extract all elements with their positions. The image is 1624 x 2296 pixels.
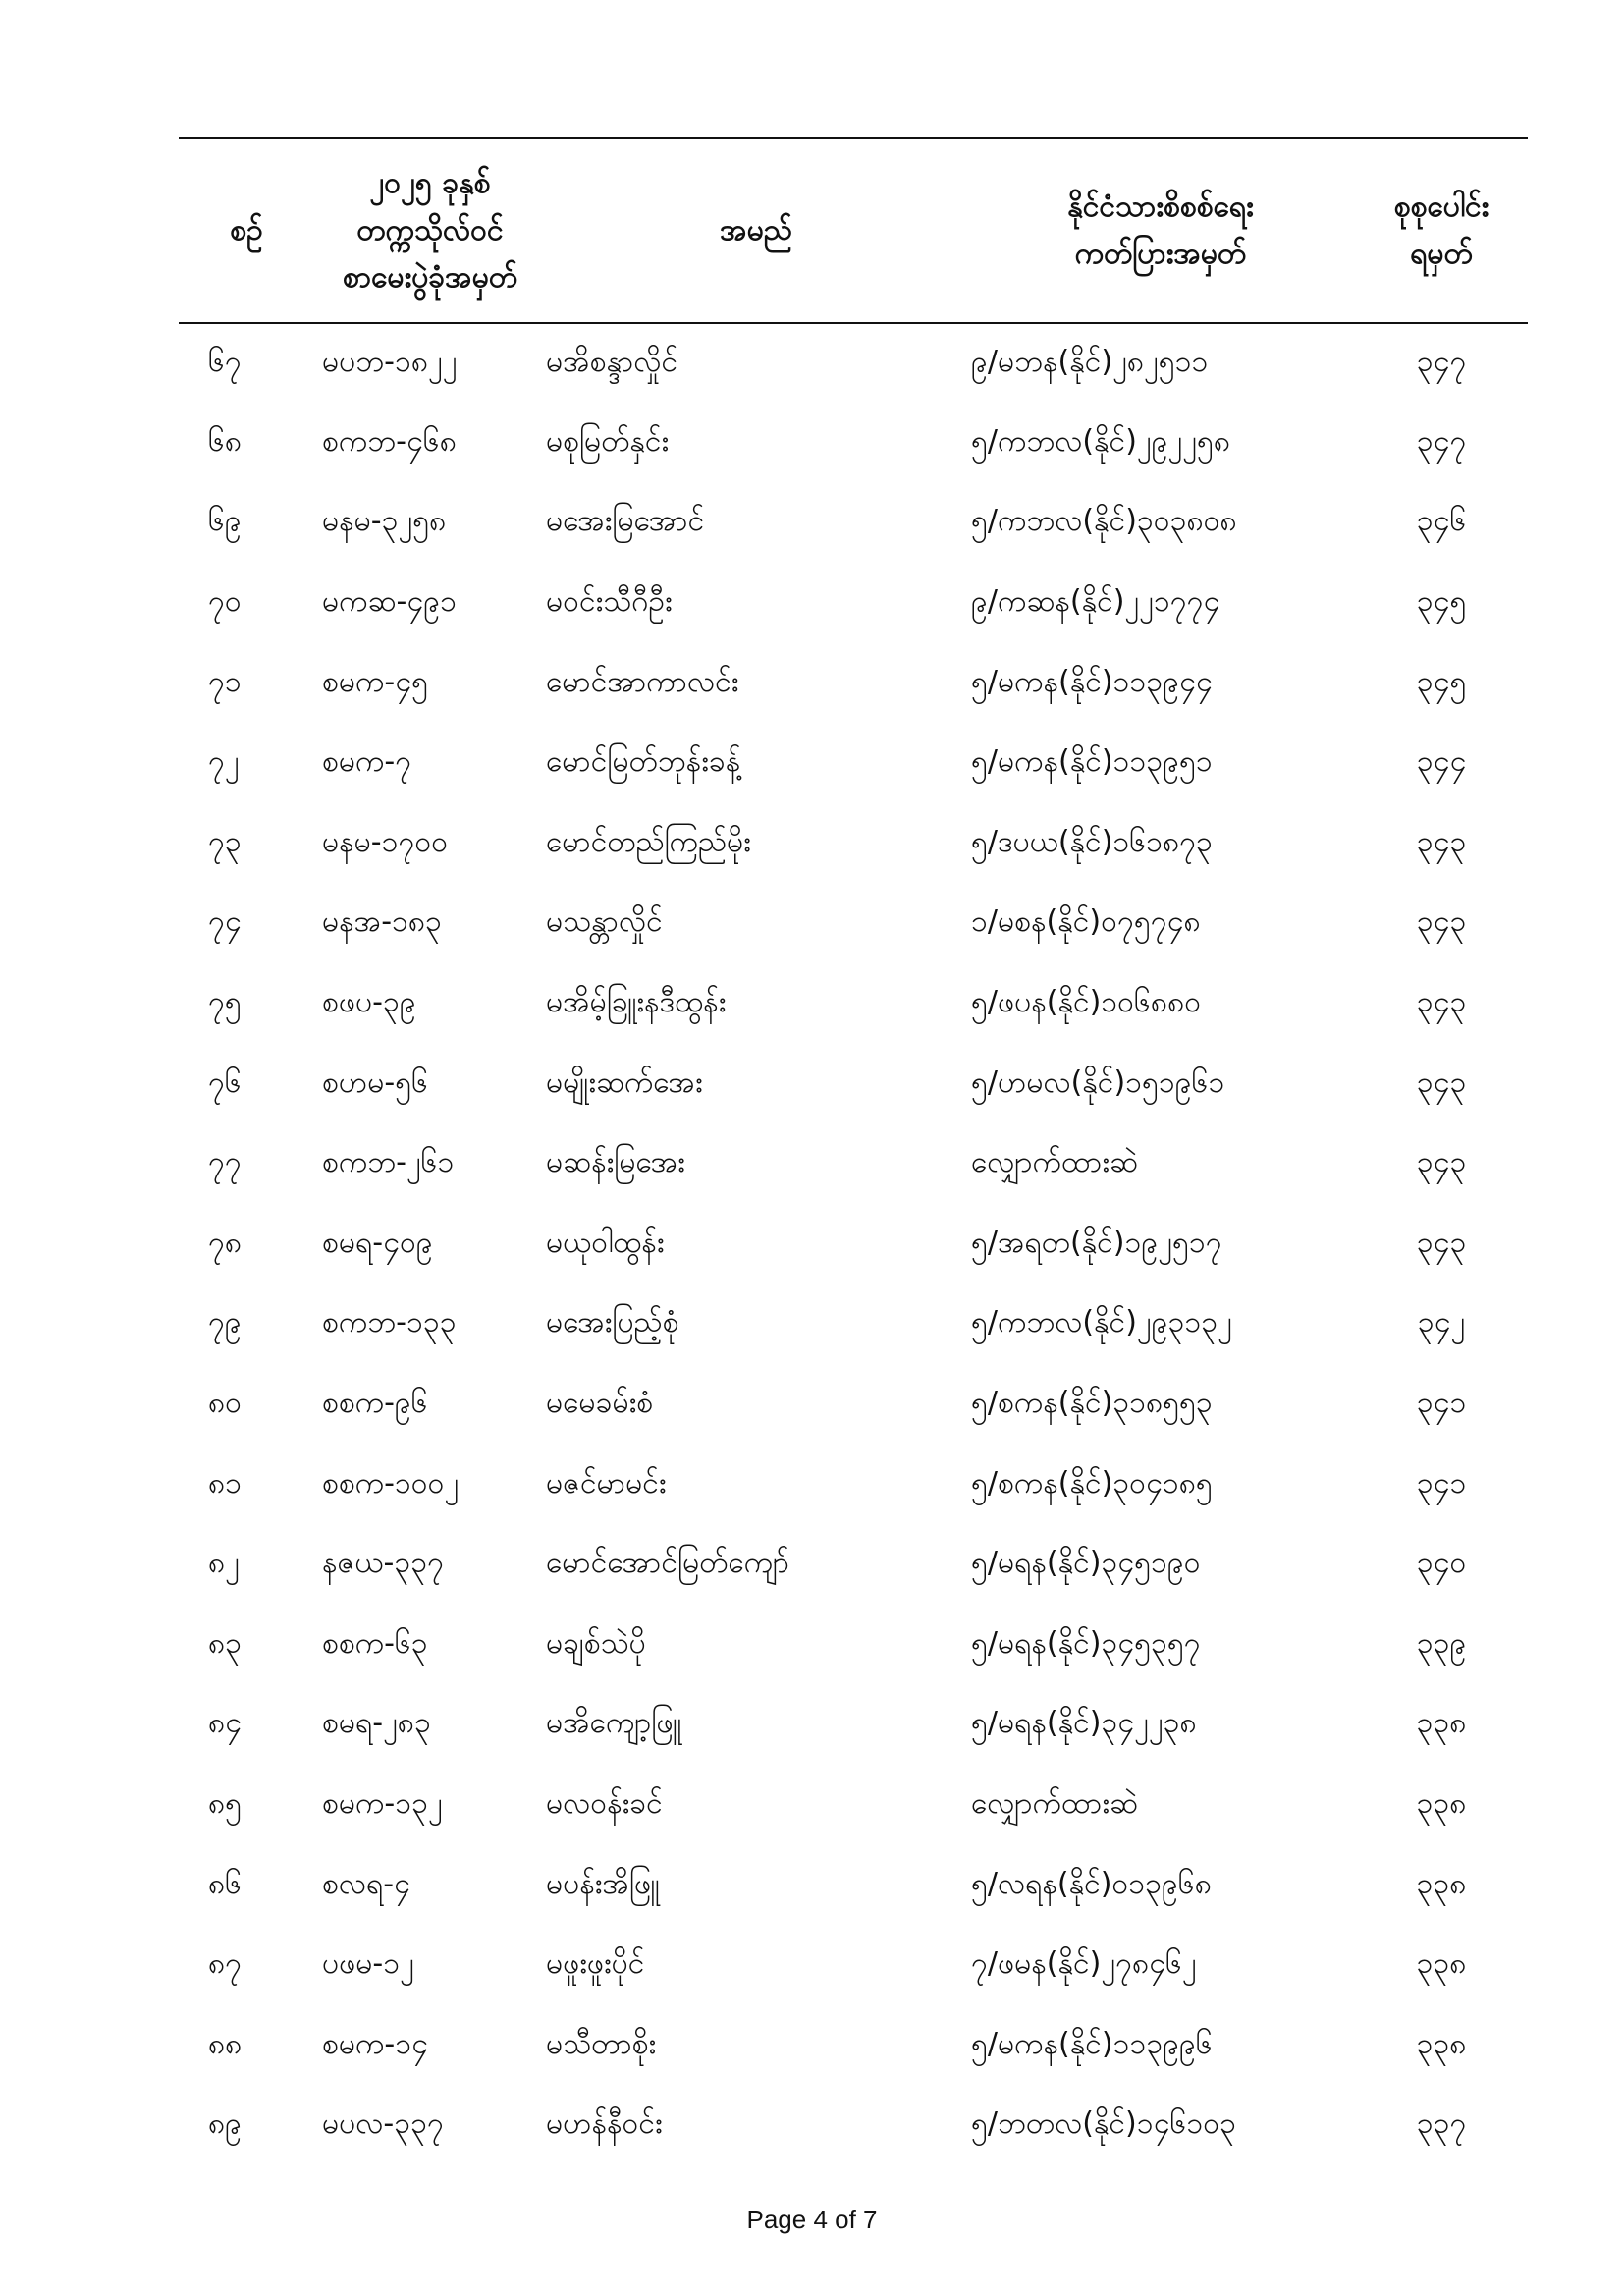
roll-number-cell: စမက-၁၃၂ <box>322 1785 443 1821</box>
roll-number-cell: စကဘ-၂၆၁ <box>322 1145 455 1180</box>
name-cell: မဆန်းမြအေး <box>546 1145 685 1180</box>
header-row <box>179 138 1528 323</box>
table-row <box>179 804 1528 885</box>
name-cell: မောင်အောင်မြတ်ကျော် <box>546 1546 790 1581</box>
nrc-cell: ၅/မရန(နိုင်)၃၄၂၂၃၈ <box>971 1706 1197 1741</box>
serial-cell: ၇၁ <box>208 664 242 699</box>
marks-cell: ၃၃၈ <box>1416 1866 1467 1901</box>
marks-cell: ၃၄၃ <box>1416 1145 1467 1180</box>
marks-cell: ၃၄၃ <box>1416 1225 1467 1260</box>
nrc-cell: ၅/စကန(နိုင်)၃၁၈၅၅၃ <box>971 1386 1213 1421</box>
marks-cell: ၃၃၇ <box>1416 2106 1467 2142</box>
marks-cell: ၃၄၇ <box>1416 344 1467 379</box>
table-row <box>179 2086 1528 2166</box>
marks-cell: ၃၄၀ <box>1416 1546 1467 1581</box>
nrc-cell: ၅/မရန(နိုင်)၃၄၅၃၅၇ <box>971 1625 1201 1661</box>
roll-number-cell: စမက-၁၄ <box>322 2026 428 2061</box>
table-row <box>179 1124 1528 1205</box>
name-cell: မအေးပြည့်စုံ <box>546 1305 679 1340</box>
nrc-cell: ၅/အရတ(နိုင်)၁၉၂၅၁၇ <box>971 1225 1222 1260</box>
roll-number-cell: မပလ-၃၃၇ <box>322 2106 444 2142</box>
serial-cell: ၈၇ <box>208 1946 243 1982</box>
nrc-cell: ၁/မစန(နိုင်)၀၇၅၇၄၈ <box>971 904 1201 940</box>
table-row <box>179 1685 1528 1766</box>
name-cell: မအေးမြအောင် <box>546 504 705 539</box>
table-row <box>179 1365 1528 1446</box>
name-cell: မလဝန်းခင် <box>546 1785 663 1821</box>
roll-number-cell: နဇယ-၃၃၇ <box>322 1546 444 1581</box>
marks-cell: ၃၄၃ <box>1416 904 1467 940</box>
nrc-cell: ၅/မကန(နိုင်)၁၁၃၉၄၄ <box>971 664 1213 699</box>
roll-number-cell: မကဆ-၄၉၁ <box>322 584 457 620</box>
table-row <box>179 1525 1528 1606</box>
table-row <box>179 724 1528 804</box>
table-row <box>179 404 1528 484</box>
serial-cell: ၈၄ <box>208 1706 243 1741</box>
table-row <box>179 884 1528 964</box>
name-cell: မောင်တည်ကြည်မိုး <box>546 824 751 859</box>
nrc-cell: ၉/မဘန(နိုင်)၂၈၂၅၁၁ <box>971 344 1209 379</box>
table-row <box>179 564 1528 644</box>
marks-cell: ၃၄၄ <box>1416 744 1467 780</box>
roll-number-cell: စစက-၉၆ <box>322 1386 428 1421</box>
marks-cell: ၃၄၅ <box>1416 584 1467 620</box>
serial-cell: ၇၃ <box>208 824 242 859</box>
roll-number-cell: ပဖမ-၁၂ <box>322 1946 414 1982</box>
header-total-marks: စုစုပေါင်း ရမှတ် <box>1355 138 1528 323</box>
header-nrc: နိုင်ငံသားစိစစ်ရေး ကတ်ပြားအမှတ် <box>966 138 1355 323</box>
table-row <box>179 323 1528 404</box>
nrc-cell: ၅/မရန(နိုင်)၃၄၅၁၉၀ <box>971 1546 1201 1581</box>
name-cell: မအိစန္ဒာလှိုင် <box>546 344 678 379</box>
serial-cell: ၈၃ <box>208 1625 243 1661</box>
page-number: Page 4 of 7 <box>746 2205 878 2234</box>
marks-cell: ၃၄၃ <box>1416 1065 1467 1100</box>
serial-cell: ၈၉ <box>208 2106 243 2142</box>
nrc-cell: ၅/ကဘလ(နိုင်)၃၀၃၈၀၈ <box>971 504 1237 539</box>
table-body <box>179 323 1528 2166</box>
table-row <box>179 1285 1528 1365</box>
table-row <box>179 964 1528 1045</box>
name-cell: မဟန်နီဝင်း <box>546 2106 663 2142</box>
serial-cell: ၆၈ <box>208 423 243 459</box>
nrc-cell: ၅/လရန(နိုင်)၀၁၃၉၆၈ <box>971 1866 1212 1901</box>
name-cell: မယုဝါထွန်း <box>546 1225 665 1260</box>
marks-cell: ၃၄၂ <box>1417 1305 1466 1340</box>
nrc-cell: ၉/ကဆန(နိုင်)၂၂၁၇၇၄ <box>971 584 1220 620</box>
roll-number-cell: မပဘ-၁၈၂၂ <box>322 344 458 379</box>
roll-number-cell: စစက-၁၀၀၂ <box>322 1465 460 1501</box>
nrc-cell: ၇/ဖမန(နိုင်)၂၇၈၄၆၂ <box>971 1946 1197 1982</box>
marks-cell: ၃၄၆ <box>1416 504 1467 539</box>
roll-number-cell: စလရ-၄ <box>322 1866 410 1901</box>
serial-cell: ၇၂ <box>208 744 240 780</box>
marks-cell: ၃၄၃ <box>1416 824 1467 859</box>
marks-cell: ၃၃၈ <box>1416 1785 1467 1821</box>
roll-number-cell: မနမ-၁၇၀၀ <box>322 824 449 859</box>
roll-number-cell: စကဘ-၁၃၃ <box>322 1305 457 1340</box>
marks-cell: ၃၄၃ <box>1416 985 1467 1020</box>
serial-cell: ၈၈ <box>208 2026 243 2061</box>
roll-number-cell: စကဘ-၄၆၈ <box>322 423 457 459</box>
table-row <box>179 1205 1528 1285</box>
name-cell: မအိကျော့ဖြူ <box>546 1706 682 1741</box>
marks-cell: ၃၄၁ <box>1416 1386 1467 1421</box>
header-name: အမည် <box>546 138 966 323</box>
results-table <box>179 137 1528 2166</box>
name-cell: မချစ်သဲပို <box>546 1625 646 1661</box>
nrc-cell: ၅/ကဘလ(နိုင်)၂၉၂၂၅၈ <box>971 423 1230 459</box>
serial-cell: ၇၉ <box>208 1305 242 1340</box>
table-header <box>179 138 1528 323</box>
table-row <box>179 1044 1528 1124</box>
name-cell: မအိမ့်ခြူးနဒီထွန်း <box>546 985 727 1020</box>
nrc-cell: ၅/မကန(နိုင်)၁၁၃၉၅၁ <box>971 744 1213 780</box>
nrc-cell: ၅/မကန(နိုင်)၁၁၃၉၉၆ <box>971 2026 1213 2061</box>
name-cell: မဝင်းသီဂီဦး <box>546 584 673 620</box>
name-cell: မပန်းအိဖြူ <box>546 1866 660 1901</box>
name-cell: မောင်မြတ်ဘုန်းခန့် <box>546 744 741 780</box>
nrc-cell: ၅/ဘတလ(နိုင်)၁၄၆၁၀၃ <box>971 2106 1236 2142</box>
nrc-cell: ၅/စကန(နိုင်)၃၀၄၁၈၅ <box>971 1465 1213 1501</box>
name-cell: မစုမြတ်နှင်း <box>546 423 670 459</box>
roll-number-cell: စမက-၄၅ <box>322 664 428 699</box>
name-cell: မောင်အာကာလင်း <box>546 664 739 699</box>
name-cell: မဇင်မာမင်း <box>546 1465 667 1501</box>
roll-number-cell: စမက-၇ <box>322 744 412 780</box>
roll-number-cell: မနမ-၃၂၅၈ <box>322 504 447 539</box>
marks-cell: ၃၃၈ <box>1416 1946 1467 1982</box>
name-cell: မမေခမ်းစံ <box>546 1386 654 1421</box>
roll-number-cell: စဖပ-၃၉ <box>322 985 416 1020</box>
serial-cell: ၈၁ <box>208 1465 243 1501</box>
marks-cell: ၃၃၈ <box>1416 1706 1467 1741</box>
marks-cell: ၃၄၁ <box>1416 1465 1467 1501</box>
serial-cell: ၈၅ <box>208 1785 243 1821</box>
serial-cell: ၆၉ <box>208 504 242 539</box>
nrc-cell: လျှောက်ထားဆဲ <box>971 1785 1138 1821</box>
name-cell: မမျိုးဆက်အေး <box>546 1065 703 1100</box>
serial-cell: ၈၂ <box>208 1546 240 1581</box>
nrc-cell: ၅/ဟမလ(နိုင်)၁၅၁၉၆၁ <box>971 1065 1225 1100</box>
table-row <box>179 643 1528 724</box>
header-roll-number: ၂၀၂၅ ခုနှစ် တက္ကသိုလ်ဝင် စာမေးပွဲခုံအမှတ် <box>314 138 546 323</box>
table-row <box>179 2005 1528 2086</box>
table-row <box>179 483 1528 564</box>
roll-number-cell: စမရ-၄၀၉ <box>322 1225 433 1260</box>
marks-cell: ၃၃၉ <box>1416 1625 1467 1661</box>
marks-cell: ၃၃၈ <box>1416 2026 1467 2061</box>
table-row <box>179 1445 1528 1525</box>
nrc-cell: လျှောက်ထားဆဲ <box>971 1145 1138 1180</box>
serial-cell: ၇၅ <box>208 985 242 1020</box>
serial-cell: ၇၆ <box>208 1065 242 1100</box>
serial-cell: ၇၀ <box>208 584 242 620</box>
nrc-cell: ၅/ဖပန(နိုင်)၁၀၆၈၈၀ <box>971 985 1202 1020</box>
serial-cell: ၆၇ <box>208 344 242 379</box>
roll-number-cell: စစက-၆၃ <box>322 1625 428 1661</box>
serial-cell: ၈၀ <box>208 1386 243 1421</box>
table-row <box>179 1845 1528 1926</box>
nrc-cell: ၅/ဒပယ(နိုင်)၁၆၁၈၇၃ <box>971 824 1213 859</box>
roll-number-cell: စဟမ-၅၆ <box>322 1065 428 1100</box>
table-row <box>179 1606 1528 1686</box>
roll-number-cell: မနအ-၁၈၃ <box>322 904 442 940</box>
marks-cell: ၃၄၇ <box>1416 423 1467 459</box>
roll-number-cell: စမရ-၂၈၃ <box>322 1706 431 1741</box>
serial-cell: ၈၆ <box>208 1866 243 1901</box>
marks-cell: ၃၄၅ <box>1416 664 1467 699</box>
serial-cell: ၇၄ <box>208 904 242 940</box>
nrc-cell: ၅/ကဘလ(နိုင်)၂၉၃၁၃၂ <box>971 1305 1232 1340</box>
table-row <box>179 1766 1528 1846</box>
name-cell: မဖူးဖူးပိုင် <box>546 1946 645 1982</box>
name-cell: မသီတာစိုး <box>546 2026 657 2061</box>
header-serial: စဉ် <box>179 138 314 323</box>
serial-cell: ၇၈ <box>208 1225 243 1260</box>
name-cell: မသန္တာလှိုင် <box>546 904 663 940</box>
table-row <box>179 1926 1528 2006</box>
serial-cell: ၇၇ <box>208 1145 242 1180</box>
